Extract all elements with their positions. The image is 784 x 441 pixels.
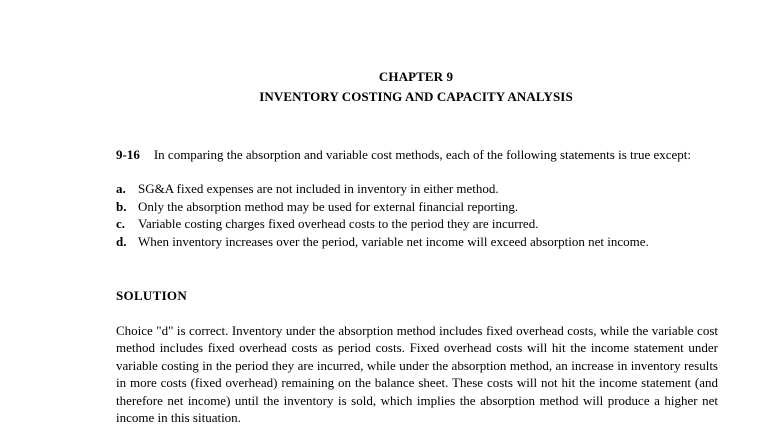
question-stem xyxy=(116,146,718,164)
option-text: When inventory increases over the period, variable net income will exceed absorption net income. xyxy=(138,233,649,249)
option-text: Variable costing charges fixed overhead costs to the period they are incurred. xyxy=(138,216,539,231)
option-c xyxy=(116,215,718,233)
chapter-number: CHAPTER 9 xyxy=(378,69,454,84)
solution-text: Choice "d" is correct. Inventory under the absorption method includes fixed overhead costs, while the variable cost method includes fixed overhead costs as period costs. Fixed overhead costs will hit the income statement under variable costing in the period they are incurred, while under the absorption method, an increase in inventory results in more costs (fixed overhead) remaining on the balance sheet. These costs will not hit the income statement (and therefore net income) until the inventory is sold, which implies the absorption method will produce a higher net income in this situation. xyxy=(116,323,718,426)
option-letter: c. xyxy=(116,216,126,231)
option-a xyxy=(116,180,718,198)
question-text: In comparing the absorption and variable cost methods, each of the following statements is true except: xyxy=(153,147,692,162)
option-letter: d. xyxy=(116,233,127,249)
chapter-title: INVENTORY COSTING AND CAPACITY ANALYSIS xyxy=(259,89,573,104)
option-text: Only the absorption method may be used for external financial reporting. xyxy=(138,198,519,214)
solution-heading: SOLUTION xyxy=(116,288,188,303)
option-d xyxy=(116,233,718,251)
answer-options xyxy=(116,180,718,250)
option-letter: a. xyxy=(116,181,126,196)
option-text: SG&A fixed expenses are not included in inventory in either method. xyxy=(138,181,499,196)
question-number: 9-16 xyxy=(116,147,140,162)
option-b xyxy=(116,198,718,216)
option-letter: b. xyxy=(116,198,127,214)
